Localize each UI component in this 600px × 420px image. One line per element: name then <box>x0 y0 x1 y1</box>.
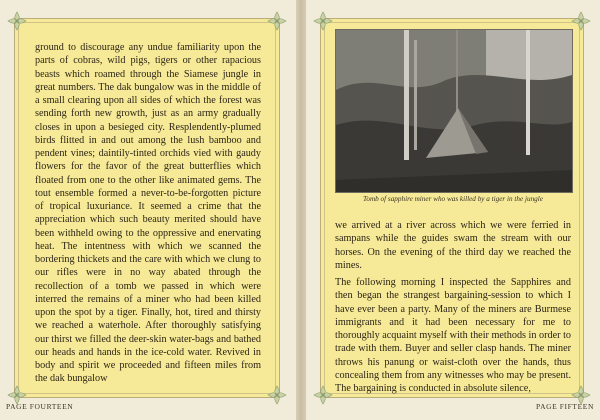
page-number-left: PAGE FOURTEEN <box>6 402 74 411</box>
left-body-text <box>35 41 261 390</box>
right-page <box>306 0 600 420</box>
jungle-tomb-photo <box>335 29 573 193</box>
corner-ornament-icon <box>312 10 334 32</box>
jungle-tomb-illustration <box>336 30 572 192</box>
corner-ornament-icon <box>312 384 334 406</box>
book-gutter <box>296 0 306 420</box>
left-page <box>0 0 296 420</box>
right-body-text <box>335 219 571 399</box>
left-text-panel <box>14 18 280 398</box>
right-text-panel <box>320 18 584 398</box>
corner-ornament-icon <box>266 384 288 406</box>
page-number-right: PAGE FIFTEEN <box>536 402 594 411</box>
photo-caption: Tomb of sapphire miner who was killed by a tiger in the jungle <box>363 195 543 203</box>
right-paragraph: The following morning I inspected the Sapphires and then began the strangest bargaining-session to which I have ever been a party. Many of the miners are Burmese immigrants and it had been necessary for me to thoroughly acquaint myself with their methods in order to trade with them. Buyer and seller clasp hands. The miner throws his panung or waist-cloth over the hands, thus concealing them from any witnesses who may be present. The bargaining is conducted in absolute silence, <box>335 277 571 394</box>
right-paragraph: we arrived at a river across which we were ferried in sampans while the guides swam the stream with our horses. On the evening of the third day we reached the mines. <box>335 220 571 271</box>
corner-ornament-icon <box>6 10 28 32</box>
corner-ornament-icon <box>266 10 288 32</box>
corner-ornament-icon <box>570 10 592 32</box>
left-paragraph: ground to discourage any undue familiarity upon the parts of cobras, wild pigs, tigers or other rapacious beasts which roamed through the Siamese jungle in great numbers. The dak bungalow was in the middle of a small clearing upon all sides of which the forest was sending forth new growth, just as an army gradually closes in upon a besieged city. Resplendently-plumed birds flitted in and out among the lush bamboo and pendent vines; daintily-tinted orchids vied with gaudy flowers for the favor of the great butterflies which floated from one to the other like animated gems. The tout ensemble formed a never-to-be-forgotten picture of tropical luxuriance. It seemed a crime that the appreciation which such beauty merited should have been withheld owing to the oppressive and enervating heat. The intentness with which we scanned the bordering thickets and the care with which we clung to our rifles were in no way abated through the recollection of a tomb we passed in which were interred the remains of a miner who had been killed upon the spot by a tiger. Finally, hot, tired and thirsty we reached a waterhole. After thoroughly satisfying our thirst we filled the deer-skin water-bags and bathed our heads and hands in the ice-cold water. Revived in body and spirit we proceeded and fifteen miles from the dak bungalow <box>35 42 261 385</box>
